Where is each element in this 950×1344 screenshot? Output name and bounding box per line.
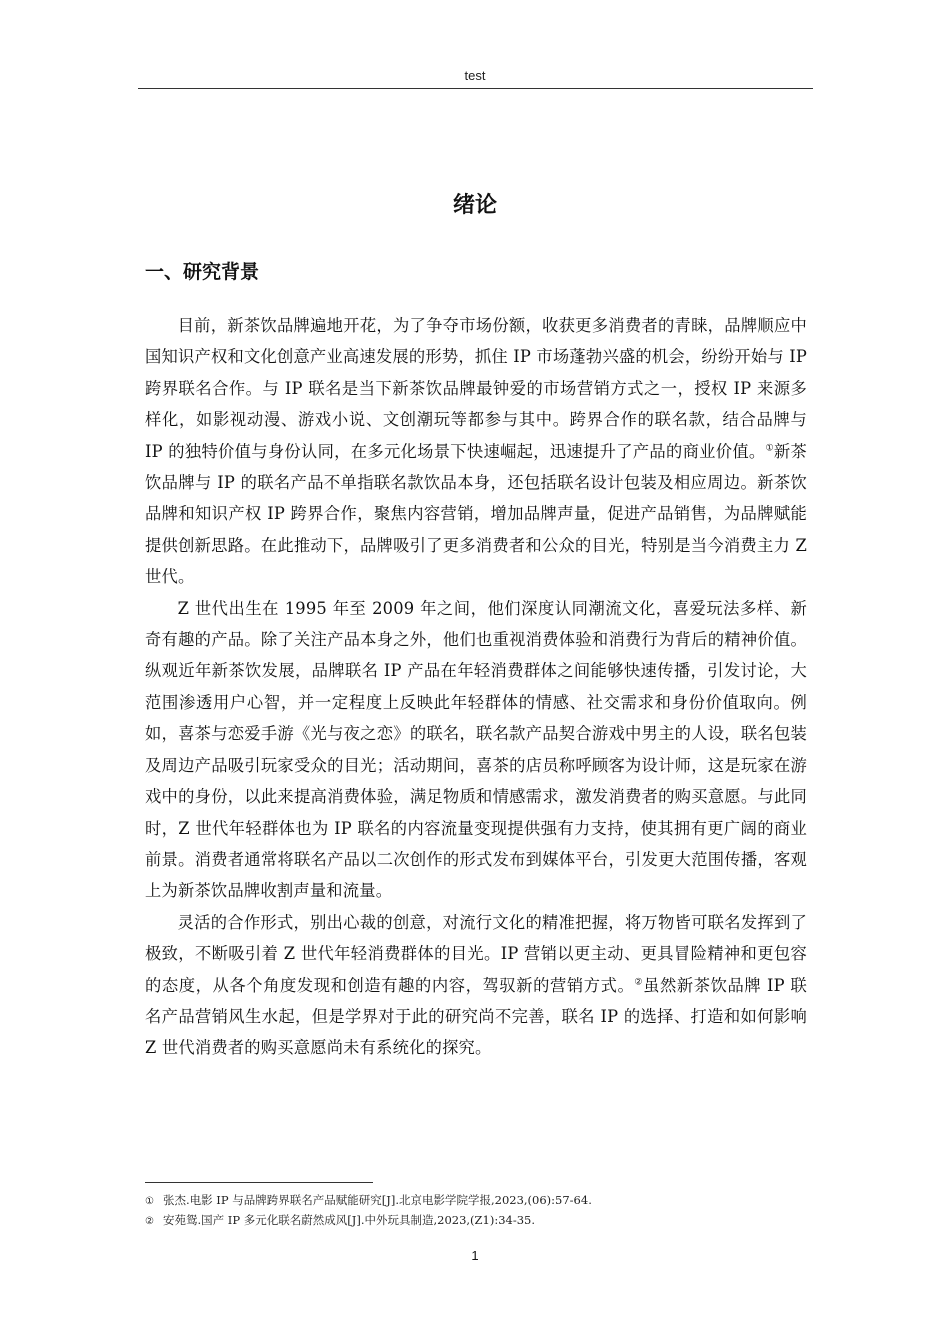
footnote-1 bbox=[145, 1191, 807, 1211]
paragraph-1-part-2: 新茶饮品牌与 IP 的联名产品不单指联名款饮品本身，还包括联名设计包装及相应周边。新茶饮品牌和知识产权 IP 跨界合作，聚焦内容营销，增加品牌声量，促进产品销售，为品牌赋能提供创新思路。在此推动下，品牌吸引了更多消费者和公众的目光，特别是当今消费主力 Z 世代。 bbox=[145, 441, 807, 587]
header-rule bbox=[138, 88, 813, 89]
page-number: 1 bbox=[471, 1248, 479, 1263]
paragraph-3-part-1: 灵活的合作形式，别出心裁的创意，对流行文化的精准把握，将万物皆可联名发挥到了极致，不断吸引着 Z 世代年轻消费群体的目光。IP 营销以更主动、更具冒险精神和更包容的态度，从各个角度发现和创造有趣的内容，驾驭新的营销方式。 bbox=[145, 912, 807, 995]
body-text bbox=[145, 310, 807, 1064]
paragraph-3-part-2: 虽然新茶饮品牌 IP 联名产品营销风生水起，但是学界对于此的研究尚不完善，联名 IP 的选择、打造和如何影响 Z 世代消费者的购买意愿尚未有系统化的探究。 bbox=[145, 975, 807, 1058]
footnote-2 bbox=[145, 1211, 807, 1231]
footnotes bbox=[145, 1191, 807, 1231]
paragraph-2: Z 世代出生在 1995 年至 2009 年之间，他们深度认同潮流文化，喜爱玩法多样、新奇有趣的产品。除了关注产品本身之外，他们也重视消费体验和消费行为背后的精神价值。纵观近年新茶饮发展，品牌联名 IP 产品在年轻消费群体之间能够快速传播，引发讨论，大范围渗透用户心智，并一定程度上反映此年轻群体的情感、社交需求和身份价值取向。例如，喜茶与恋爱手游《光与夜之恋》的联名，联名款产品契合游戏中男主的人设，联名包装及周边产品吸引玩家受众的目光；活动期间，喜茶的店员称呼顾客为设计师，这是玩家在游戏中的身份，以此来提高消费体验，满足物质和情感需求，激发消费者的购买意愿。与此同时，Z 世代年轻群体也为 IP 联名的内容流量变现提供强有力支持，使其拥有更广阔的商业前景。消费者通常将联名产品以二次创作的形式发布到媒体平台，引发更大范围传播，客观上为新茶饮品牌收割声量和流量。 bbox=[145, 598, 807, 901]
footnote-separator bbox=[145, 1182, 373, 1183]
paragraph-1-part-1: 目前，新茶饮品牌遍地开花，为了争夺市场份额，收获更多消费者的青睐，品牌顺应中国知识产权和文化创意产业高速发展的形势，抓住 IP 市场蓬勃兴盛的机会，纷纷开始与 IP 跨界联名合作。与 IP 联名是当下新茶饮品牌最钟爱的市场营销方式之一，授权 IP 来源多样化，如影视动漫、游戏小说、文创潮玩等都参与其中。跨界合作的联名款，结合品牌与 IP 的独特价值与身份认同，在多元化场景下快速崛起，迅速提升了产品的商业价值。 bbox=[145, 316, 807, 461]
page-header: test bbox=[464, 68, 486, 83]
footnote-1-text: 张杰.电影 IP 与品牌跨界联名产品赋能研究[J].北京电影学院学报,2023,(06):57-64. bbox=[163, 1193, 592, 1207]
footnote-2-mark: ② bbox=[145, 1216, 154, 1227]
footnote-1-mark: ① bbox=[145, 1196, 154, 1207]
paragraph-1 bbox=[145, 310, 807, 593]
chapter-title: 绪论 bbox=[452, 193, 497, 218]
footnote-ref-1[interactable]: ① bbox=[765, 443, 774, 454]
paragraph-3 bbox=[145, 907, 807, 1064]
footnote-2-text: 安苑鸳.国产 IP 多元化联名蔚然成风[J].中外玩具制造,2023,(Z1):34-35. bbox=[163, 1213, 536, 1227]
section-heading: 一、研究背景 bbox=[145, 261, 260, 283]
footnote-ref-2[interactable]: ② bbox=[634, 977, 644, 988]
